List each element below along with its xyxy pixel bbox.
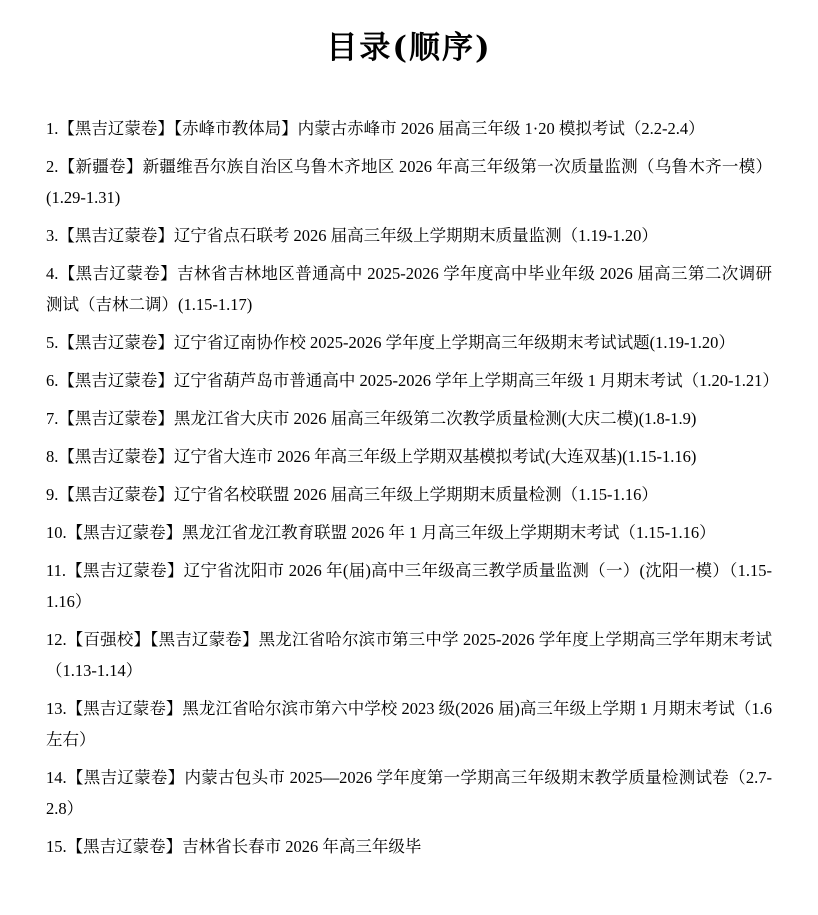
list-item: 5.【黑吉辽蒙卷】辽宁省辽南协作校 2025-2026 学年度上学期高三年级期末考试试题(1.19-1.20） (46, 333, 735, 352)
list-item: 10.【黑吉辽蒙卷】黑龙江省龙江教育联盟 2026 年 1 月高三年级上学期期末考试（1.15-1.16） (46, 523, 716, 542)
list-item: 15.【黑吉辽蒙卷】吉林省长春市 2026 年高三年级毕 (46, 837, 422, 856)
list-item: 3.【黑吉辽蒙卷】辽宁省点石联考 2026 届高三年级上学期期末质量监测（1.19-1.20） (46, 226, 658, 245)
list-item: 2.【新疆卷】新疆维吾尔族自治区乌鲁木齐地区 2026 年高三年级第一次质量监测（乌鲁木齐一模）(1.29-1.31) (46, 157, 772, 207)
list-item: 6.【黑吉辽蒙卷】辽宁省葫芦岛市普通高中 2025-2026 学年上学期高三年级 1 月期末考试（1.20-1.21） (46, 371, 779, 390)
document-page (0, 22, 818, 915)
list-item: 11.【黑吉辽蒙卷】辽宁省沈阳市 2026 年(届)高中三年级高三教学质量监测（一）(沈阳一模）（1.15-1.16） (46, 561, 772, 611)
list-item: 9.【黑吉辽蒙卷】辽宁省名校联盟 2026 届高三年级上学期期末质量检测（1.15-1.16） (46, 485, 658, 504)
list-item: 7.【黑吉辽蒙卷】黑龙江省大庆市 2026 届高三年级第二次教学质量检测(大庆二模)(1.8-1.9) (46, 409, 697, 428)
list-item: 13.【黑吉辽蒙卷】黑龙江省哈尔滨市第六中学校 2023 级(2026 届)高三年级上学期 1 月期末考试（1.6 左右） (46, 699, 772, 749)
list-item: 4.【黑吉辽蒙卷】吉林省吉林地区普通高中 2025-2026 学年度高中毕业年级 2026 届高三第二次调研测试（吉林二调）(1.15-1.17) (46, 264, 772, 314)
list-item: 12.【百强校】【黑吉辽蒙卷】黑龙江省哈尔滨市第三中学 2025-2026 学年度上学期高三学年期末考试（1.13-1.14） (46, 630, 772, 680)
catalog-list (46, 113, 779, 862)
page-title: 目录(顺序) (326, 30, 492, 66)
list-item: 14.【黑吉辽蒙卷】内蒙古包头市 2025—2026 学年度第一学期高三年级期末教学质量检测试卷（2.7-2.8） (46, 768, 772, 818)
list-item: 8.【黑吉辽蒙卷】辽宁省大连市 2026 年高三年级上学期双基模拟考试(大连双基)(1.15-1.16) (46, 447, 697, 466)
list-item: 1.【黑吉辽蒙卷】【赤峰市教体局】内蒙古赤峰市 2026 届高三年级 1·20 模拟考试（2.2-2.4） (46, 119, 705, 138)
